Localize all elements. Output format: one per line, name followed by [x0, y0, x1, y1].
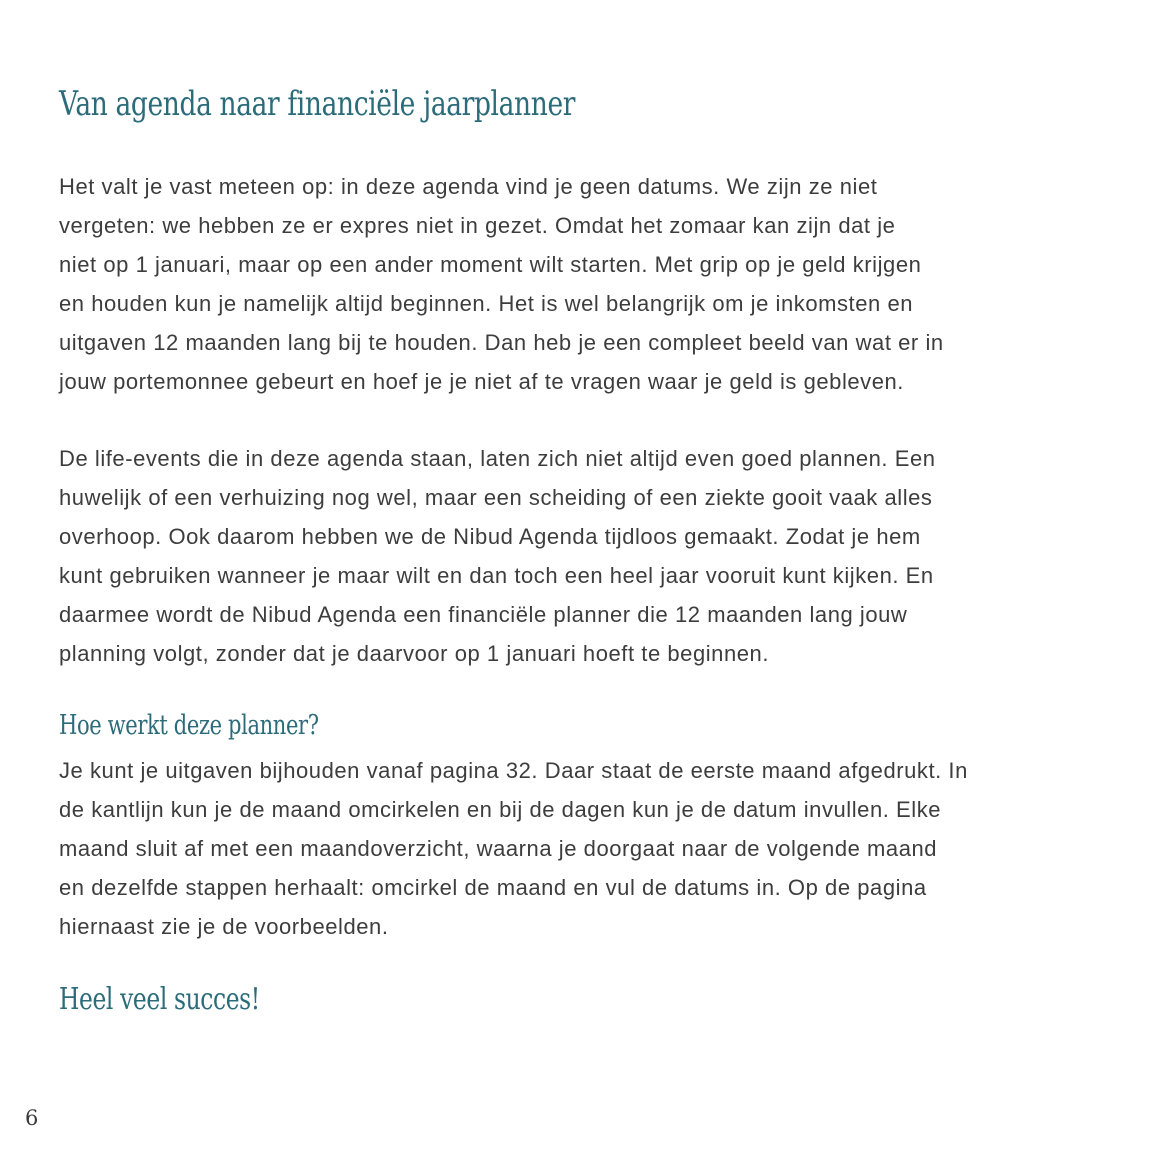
page-number: 6 — [25, 1106, 39, 1130]
paragraph-line: hiernaast zie je de voorbeelden. — [59, 914, 389, 939]
paragraph-line: jouw portemonnee gebeurt en hoef je je niet af te vragen waar je geld is gebleven. — [59, 369, 904, 394]
paragraph-line: overhoop. Ook daarom hebben we de Nibud Agenda tijdloos gemaakt. Zodat je hem — [59, 524, 921, 549]
paragraph-line: niet op 1 januari, maar op een ander moment wilt starten. Met grip op je geld krijgen — [59, 252, 922, 277]
closing-heading: Heel veel succes! — [59, 982, 260, 1017]
paragraph-line: Het valt je vast meteen op: in deze agenda vind je geen datums. We zijn ze niet — [59, 174, 878, 199]
section-heading: Hoe werkt deze planner? — [59, 710, 319, 741]
paragraph-line: De life-events die in deze agenda staan, laten zich niet altijd even goed plannen. Een — [59, 446, 936, 471]
page-title: Van agenda naar financiële jaarplanner — [59, 84, 576, 124]
paragraph-line: planning volgt, zonder dat je daarvoor op 1 januari hoeft te beginnen. — [59, 641, 769, 666]
instructions-paragraph — [59, 751, 968, 946]
paragraph-line: en houden kun je namelijk altijd beginnen. Het is wel belangrijk om je inkomsten en — [59, 291, 914, 316]
paragraph-line: kunt gebruiken wanneer je maar wilt en dan toch een heel jaar vooruit kunt kijken. En — [59, 563, 934, 588]
paragraph-line: Je kunt je uitgaven bijhouden vanaf pagina 32. Daar staat de eerste maand afgedrukt. In — [59, 758, 968, 783]
paragraph-line: huwelijk of een verhuizing nog wel, maar een scheiding of een ziekte gooit vaak alles — [59, 485, 933, 510]
life-events-paragraph — [59, 439, 936, 673]
paragraph-line: de kantlijn kun je de maand omcirkelen en bij de dagen kun je de datum invullen. Elke — [59, 797, 942, 822]
paragraph-line: uitgaven 12 maanden lang bij te houden. Dan heb je een compleet beeld van wat er in — [59, 330, 944, 355]
paragraph-line: vergeten: we hebben ze er expres niet in gezet. Omdat het zomaar kan zijn dat je — [59, 213, 896, 238]
paragraph-line: en dezelfde stappen herhaalt: omcirkel de maand en vul de datums in. Op de pagina — [59, 875, 927, 900]
paragraph-line: daarmee wordt de Nibud Agenda een financiële planner die 12 maanden lang jouw — [59, 602, 908, 627]
paragraph-line: maand sluit af met een maandoverzicht, waarna je doorgaat naar de volgende maand — [59, 836, 938, 861]
intro-paragraph — [59, 167, 944, 401]
